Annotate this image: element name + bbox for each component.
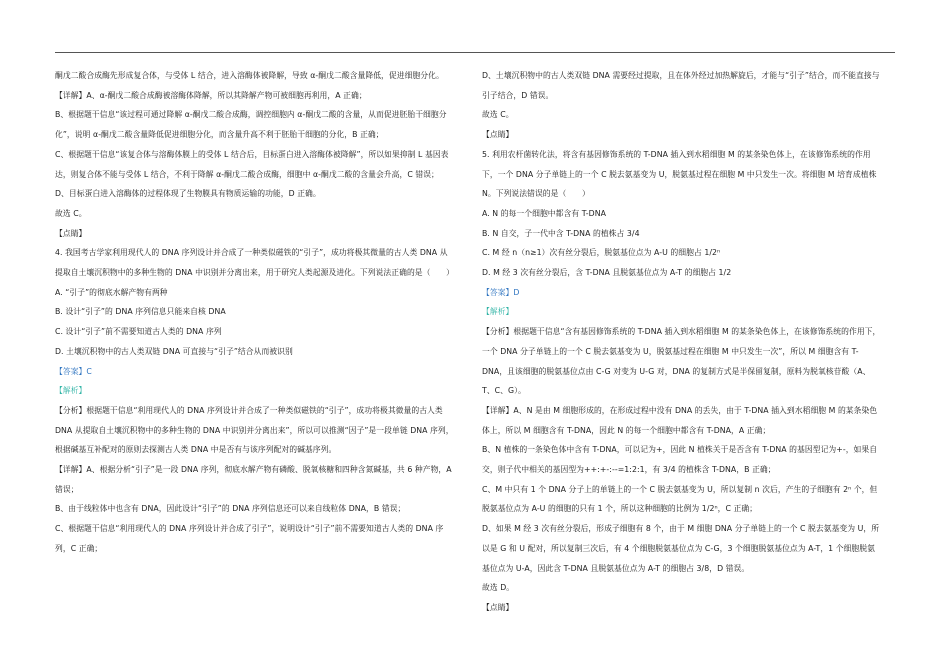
right-column-paragraph: 5. 利用农杆菌转化法，将含有基因修饰系统的 T-DNA 插入到水稻细胞 M 的某条染色体上，在该修饰系统的作用下，一个 DNA 分子单链上的一个 C 脱去氨基变为 U，脱氨基过程在细胞 M 中只发生一次。将细胞 M 培育成植株 N。下列说法错误的是（ ） xyxy=(482,149,877,199)
right-column-paragraph: 【分析】根据题干信息“含有基因修饰系统的 T-DNA 插入到水稻细胞 M 的某条染色体上，在该修饰系统的作用下，一个 DNA 分子单链上的一个 C 脱去氨基变为 U，脱氨基过程在细胞 M 中只发生一次”，所以 M 细胞含有 T-DNA，且该细胞的脱氨基位点由 C-G 对变为 U-G 对，DNA 的复制方式是半保留复制，原料为脱氧核苷酸（A、T、C、G）。 xyxy=(482,327,881,396)
left-column xyxy=(55,66,455,559)
left-column-paragraph: D、目标蛋白进入溶酶体的过程体现了生物膜具有物质运输的功能，D 正确。 xyxy=(55,189,321,199)
right-column-paragraph: D、如果 M 经 3 次有丝分裂后，形成子细胞有 8 个，由于 M 细胞 DNA 分子单链上的一个 C 脱去氨基变为 U，所以是 G 和 U 配对，所以复制三次后，有 4 个细胞脱氨基位点为 C-G，3 个细胞脱氨基位点为 A-T，1 个细胞脱氨基位点为 U-A，因此含 T-DNA 且脱氨基位点为 A-T 的细胞占 3/8，D 错误。 xyxy=(482,524,880,573)
right-column-paragraph: A. N 的每一个细胞中都含有 T-DNA xyxy=(482,208,606,218)
left-column-paragraph: 【解析】 xyxy=(55,386,87,396)
right-column-paragraph: C、M 中只有 1 个 DNA 分子上的单链上的一个 C 脱去氨基变为 U，所以复制 n 次后，产生的子细胞有 2ⁿ 个，但脱氨基位点为 A-U 的细胞的只有 1 个，所以这种细胞的比例为 1/2ⁿ，C 正确； xyxy=(482,484,878,514)
left-column-paragraph: 【详解】A、根据分析“引子”是一段 DNA 序列，彻底水解产物有磷酸、脱氧核糖和四种含氮碱基，共 6 种产物，A 错误； xyxy=(55,465,452,494)
right-column-paragraph: 故选 C。 xyxy=(482,110,514,120)
right-column-paragraph: D、土壤沉积物中的古人类双链 DNA 需要经过提取，且在体外经过加热解旋后，才能与“引子”结合，而不能直接与引子结合，D 错误。 xyxy=(482,71,880,100)
left-column-paragraph: 【点睛】 xyxy=(55,228,87,238)
left-column-paragraph: D. 土壤沉积物中的古人类双链 DNA 可直接与“引子”结合从而被识别 xyxy=(55,346,293,356)
right-column-paragraph: C. M 经 n（n≥1）次有丝分裂后，脱氨基位点为 A-U 的细胞占 1/2ⁿ xyxy=(482,248,721,258)
left-column-paragraph: C、根据题干信息“利用现代人的 DNA 序列设计并合成了引子”，说明设计“引子”前不需要知道古人类的 DNA 序列，C 正确； xyxy=(55,524,444,553)
left-column-paragraph: 【分析】根据题干信息“利用现代人的 DNA 序列设计并合成了一种类似磁铁的“引子”，成功将极其微量的古人类 DNA 从提取自土壤沉积物中的多种生物的 DNA 中识别并分离出来”，所以可以推测“因子”是一段单链 DNA 序列，根据碱基互补配对的原则去探测古人类 DNA 中是否有与该序列配对的碱基序列。 xyxy=(55,405,454,455)
left-column-paragraph: C. 设计“引子”前不需要知道古人类的 DNA 序列 xyxy=(55,327,222,337)
left-column-paragraph: A. “引子”的彻底水解产物有两种 xyxy=(55,287,168,297)
left-column-paragraph: 4. 我国考古学家利用现代人的 DNA 序列设计并合成了一种类似磁铁的“引子”，成功将极其微量的古人类 DNA 从提取自土壤沉积物中的多种生物的 DNA 中识别并分离出来，用于研究人类起源及进化。下列说法正确的是（ ） xyxy=(55,248,455,278)
left-column-paragraph: B. 设计“引子”的 DNA 序列信息只能来自核 DNA xyxy=(55,307,226,317)
right-column-paragraph: 【点睛】 xyxy=(482,602,514,612)
right-column-paragraph: 【答案】D xyxy=(482,287,520,297)
right-column-paragraph: 【解析】 xyxy=(482,307,514,317)
right-column xyxy=(482,66,882,618)
right-column-paragraph: B、N 植株的一条染色体中含有 T-DNA，可以记为+，因此 N 植株关于是否含有 T-DNA 的基因型记为+-，如果自交，则子代中相关的基因型为++:+-:--=1:2:1，有 3/4 的植株含 T-DNA，B 正确； xyxy=(482,445,878,475)
left-column-paragraph: B、根据题干信息“该过程可通过降解 α-酮戊二酸合成酶，调控细胞内 α-酮戊二酸的含量，从而促进胚胎干细胞分化”，说明 α-酮戊二酸含量降低促进细胞分化，而含量升高不利于胚胎干细胞的分化，B 正确； xyxy=(55,110,447,140)
left-column-paragraph: 【详解】A、α-酮戊二酸合成酶被溶酶体降解，所以其降解产物可被细胞再利用，A 正确； xyxy=(55,90,367,100)
right-column-paragraph: 【详解】A、N 是由 M 细胞形成的，在形成过程中没有 DNA 的丢失，由于 T-DNA 插入到水稻细胞 M 的某条染色体上，所以 M 细胞含有 T-DNA，因此 N 的每一个细胞中都含有 T-DNA，A 正确； xyxy=(482,405,878,435)
header-rule xyxy=(55,52,895,53)
right-column-paragraph: D. M 经 3 次有丝分裂后，含 T-DNA 且脱氨基位点为 A-T 的细胞占 1/2 xyxy=(482,268,732,278)
right-column-paragraph: 故选 D。 xyxy=(482,583,515,593)
left-column-paragraph: B、由于线粒体中也含有 DNA，因此设计“引子”的 DNA 序列信息还可以来自线粒体 DNA，B 错误； xyxy=(55,504,406,514)
left-column-paragraph: 【答案】C xyxy=(55,366,92,376)
left-column-paragraph: C、根据题干信息“该复合体与溶酶体膜上的受体 L 结合后，目标蛋白进入溶酶体被降解”，所以如果抑制 L 基因表达，则复合体不能与受体 L 结合，不利于降解 α-酮戊二酸合成酶，细胞中 α-酮戊二酸的含量会升高，C 错误； xyxy=(55,149,449,179)
left-column-paragraph: 故选 C。 xyxy=(55,208,87,218)
right-column-paragraph: 【点睛】 xyxy=(482,130,514,140)
right-column-paragraph: B. N 自交，子一代中含 T-DNA 的植株占 3/4 xyxy=(482,228,640,238)
left-column-paragraph: 酮戊二酸合成酶先形成复合体，与受体 L 结合，进入溶酶体被降解，导致 α-酮戊二酸含量降低，促进细胞分化。 xyxy=(55,71,444,80)
